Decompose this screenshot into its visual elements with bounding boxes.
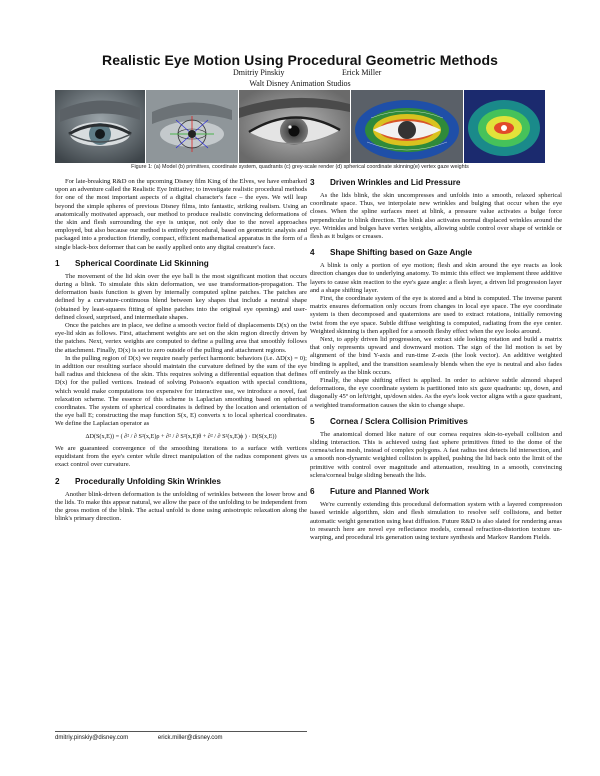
- figure-caption: Figure 1: (a) Model (b) primitives, coordinate system, quadrants (c) grey-scale render (d) spherical coordinate skinning(e) vertex gaze weights: [131, 164, 469, 170]
- s2-paragraph-1: Another blink-driven deformation is the unfolding of wrinkles between the lower brow and the lids. To make this appear natural, we allow the pace of the unfolding to be independent from the gross motion of the blink. The actual unfold is done using anisotropic relaxation along the blink's primary direction.: [55, 490, 307, 523]
- s4-paragraph-2: First, the coordinate system of the eye is stored and a bind is computed. The inverse parent matrix ensures deformation only occurs from changes in local eye space. The eye coordinate system is then decomposed and quaternions are used to extract rotations, initially removing twist from the eye space. Subtle diffuse weighting is computed, radiating from the eye center. Weighted skinning is then applied for a smooth fleshy effect when the eye looks around.: [310, 295, 562, 335]
- footer-emails: [55, 731, 307, 741]
- s5-paragraph-1: The anatomical domed like nature of our cornea requires skin-to-eyeball collision and sliding interaction. This is achieved using fast sphere primitives fitted to the dome of the cornea/sclera mesh, instead of complex polygons. A fast radius test detects lid intersection, and a smooth non-dynamic weighted collision is applied, pushing the lid back onto the limit of the primitive with control over magnitude and attenuation, resulting in a smooth, convincing sclera/corneal bulge sliding beneath the lids.: [310, 430, 562, 479]
- section-heading-6: 6 Future and Planned Work: [310, 487, 430, 497]
- s4-paragraph-1: A blink is only a portion of eye motion; flesh and skin around the eye reacts as look direction changes due to underlying anatomy. To mimic this effect we implement three additive layers to cause skin reaction to the eye's gaze angle: a flesh layer, a driven lid progression layer and a shape shifting layer.: [310, 262, 562, 294]
- s1-paragraph-2: Once the patches are in place, we define a smooth vector field of displacements D(x) on the eye-lid skin as follows. First, attachment weights are set on the skin region directly driven by the patches. Next, vertex weights are computed to define a pulling area that smoothly follows the attachment. Finally, D(x) is set to zero outside of the pulling and attachment regions.: [55, 322, 307, 354]
- affiliation: Walt Disney Animation Studios: [249, 79, 351, 88]
- s1-paragraph-4: We are guaranteed convergence of the smoothing iterations to a surface with vertices equidistant from the eye's center while direct manipulation of the radius component gives us exact control over curvature.: [55, 444, 307, 469]
- figure-panel-primitives: [146, 90, 238, 163]
- section-heading-1: 1 Spherical Coordinate Lid Skinning: [55, 258, 209, 268]
- figure-panel-render: [239, 90, 350, 163]
- author-2: Erick Miller: [342, 68, 382, 77]
- section-heading-4: 4 Shape Shifting based on Gaze Angle: [310, 248, 473, 258]
- figure-panel-gaze-weights: [464, 90, 545, 163]
- left-column: [55, 178, 307, 523]
- s1-paragraph-1: The movement of the lid skin over the eye ball is the most significant motion that occurs during a blink. To simulate this skin deformation, we use transformation-propagation. The deformation basis function is given by internally computed spline patches. The patches are defined by a curvature-continuous blend between key shapes that include a neutral shape (obtained by least-squares fitting of spline patches into the original eye opening) and user-defined closed, surprised, and intermediate shapes.: [55, 272, 307, 321]
- laplacian-equation: ΔD(S(x,E)) = ( ∂² / ∂ S²(x,E)ρ + ∂² / ∂ S²(x,E)θ + ∂² / ∂ S²(x,E)ϕ ) · D(S(x,E)): [85, 432, 277, 440]
- email-pinskiy[interactable]: dmitriy.pinskiy@disney.com: [55, 735, 129, 741]
- s1-paragraph-3: In the pulling region of D(x) we require nearly perfect harmonic behaviors (i.e. ΔD(x) = 0); in addition our resulting surface should maintain the curvature defined by the sum of the eye ball radius and thickness of the skin. This requires solving a differential equation that defines D(x) for the pulled vertices. Instead of solving Poisson's equation with special conditions, which would make computations too expensive for interactive use, we introduce a novel, fast relaxation scheme. The essence of this scheme is Laplacian smoothing based on spherical coordinates. The system of spherical coordinates is defined by the location and orientation of the eye ball E; constructing the map function S(x, E) converts x to local spherical coordinates. We define the Laplacian operator as: [55, 354, 307, 428]
- s4-paragraph-3: Next, to apply driven lid progression, we extract side looking rotation and build a matrix that only represents upward and downward motion. The sign of the lid motion is set by alignment of the bind Y-axis and run-time Z-axis (the look vector). An additive weighted binding is applied, and the transition seamlessly blends when the eye is neutral and also fades off entirely as the blink occurs.: [310, 336, 562, 376]
- figure-panel-model: [55, 90, 145, 163]
- s3-paragraph-1: As the lids blink, the skin uncompresses and unfolds into a smooth, relaxed spherical coordinate space. Thus, we interpolate new wrinkles and bulging that occur when the eye closes. When the spline surfaces meet at blink, a pressure value activates a bulge force perpendicular to blink direction. The blink also activates normal displaced wrinkles around the eye. Wrinkles and bulges have vertex weights, allowing subtle control over shape of wrinkle or flesh as it bulges or creases.: [310, 192, 562, 241]
- s4-paragraph-4: Finally, the shape shifting effect is applied. In order to achieve subtle almond shaped deformations, the eye coordinate system is partitioned into six gaze quadrants: up, down, and diagonally 45º on left/right, up/down sides. As the eye's look vector aligns with a gaze quadrant, a weighted transformation causes the skin to change shape.: [310, 377, 562, 409]
- section-heading-2: 2 Procedurally Unfolding Skin Wrinkles: [55, 476, 221, 486]
- section-heading-5: 5 Cornea / Sclera Collision Primitives: [310, 416, 468, 426]
- right-column: [310, 176, 562, 542]
- author-1: Dmitriy Pinskiy: [233, 68, 285, 77]
- section-heading-3: 3 Driven Wrinkles and Lid Pressure: [310, 178, 461, 187]
- figure-panel-skinning: [351, 90, 463, 163]
- paper-title: Realistic Eye Motion Using Procedural Geometric Methods: [101, 52, 499, 68]
- s6-paragraph-1: We're currently extending this procedural deformation system with a layered compression based wrinkle algorithm, skin and flesh simulation to resolve self collisions, and better automatic weight generation using heat diffusion. Future R&D is also slated for rendering areas to research here are novel eye reflectance models, corneal refraction-distortion texture un-warping, and procedural iris generation using texture synthesis and Markov Random Fields.: [310, 501, 562, 541]
- email-miller[interactable]: erick.miller@disney.com: [157, 735, 223, 741]
- intro-paragraph: For late-breaking R&D on the upcoming Disney film King of the Elves, we have embarked upon an adventure called the Realistic Eye Initiative; to investigate realistic procedural methods for one of the most important aspects of a digital character's face – the eyes. We will leap beyond the simple spheres of previous Disney films, into fantastic, striking realism. Using an anatomically motivated approach, our method to produce realistic convincing deformations of the skin and flesh surrounding the eye is unique, not only due to the novel approaches employed, but also because our method is entirely procedural, based on geometric analysis and packaged into a production friendly, compact, efficient mathematical apparatus in the form of a single black-box deformer that can be easily applied onto any digital creature's face.: [55, 178, 307, 251]
